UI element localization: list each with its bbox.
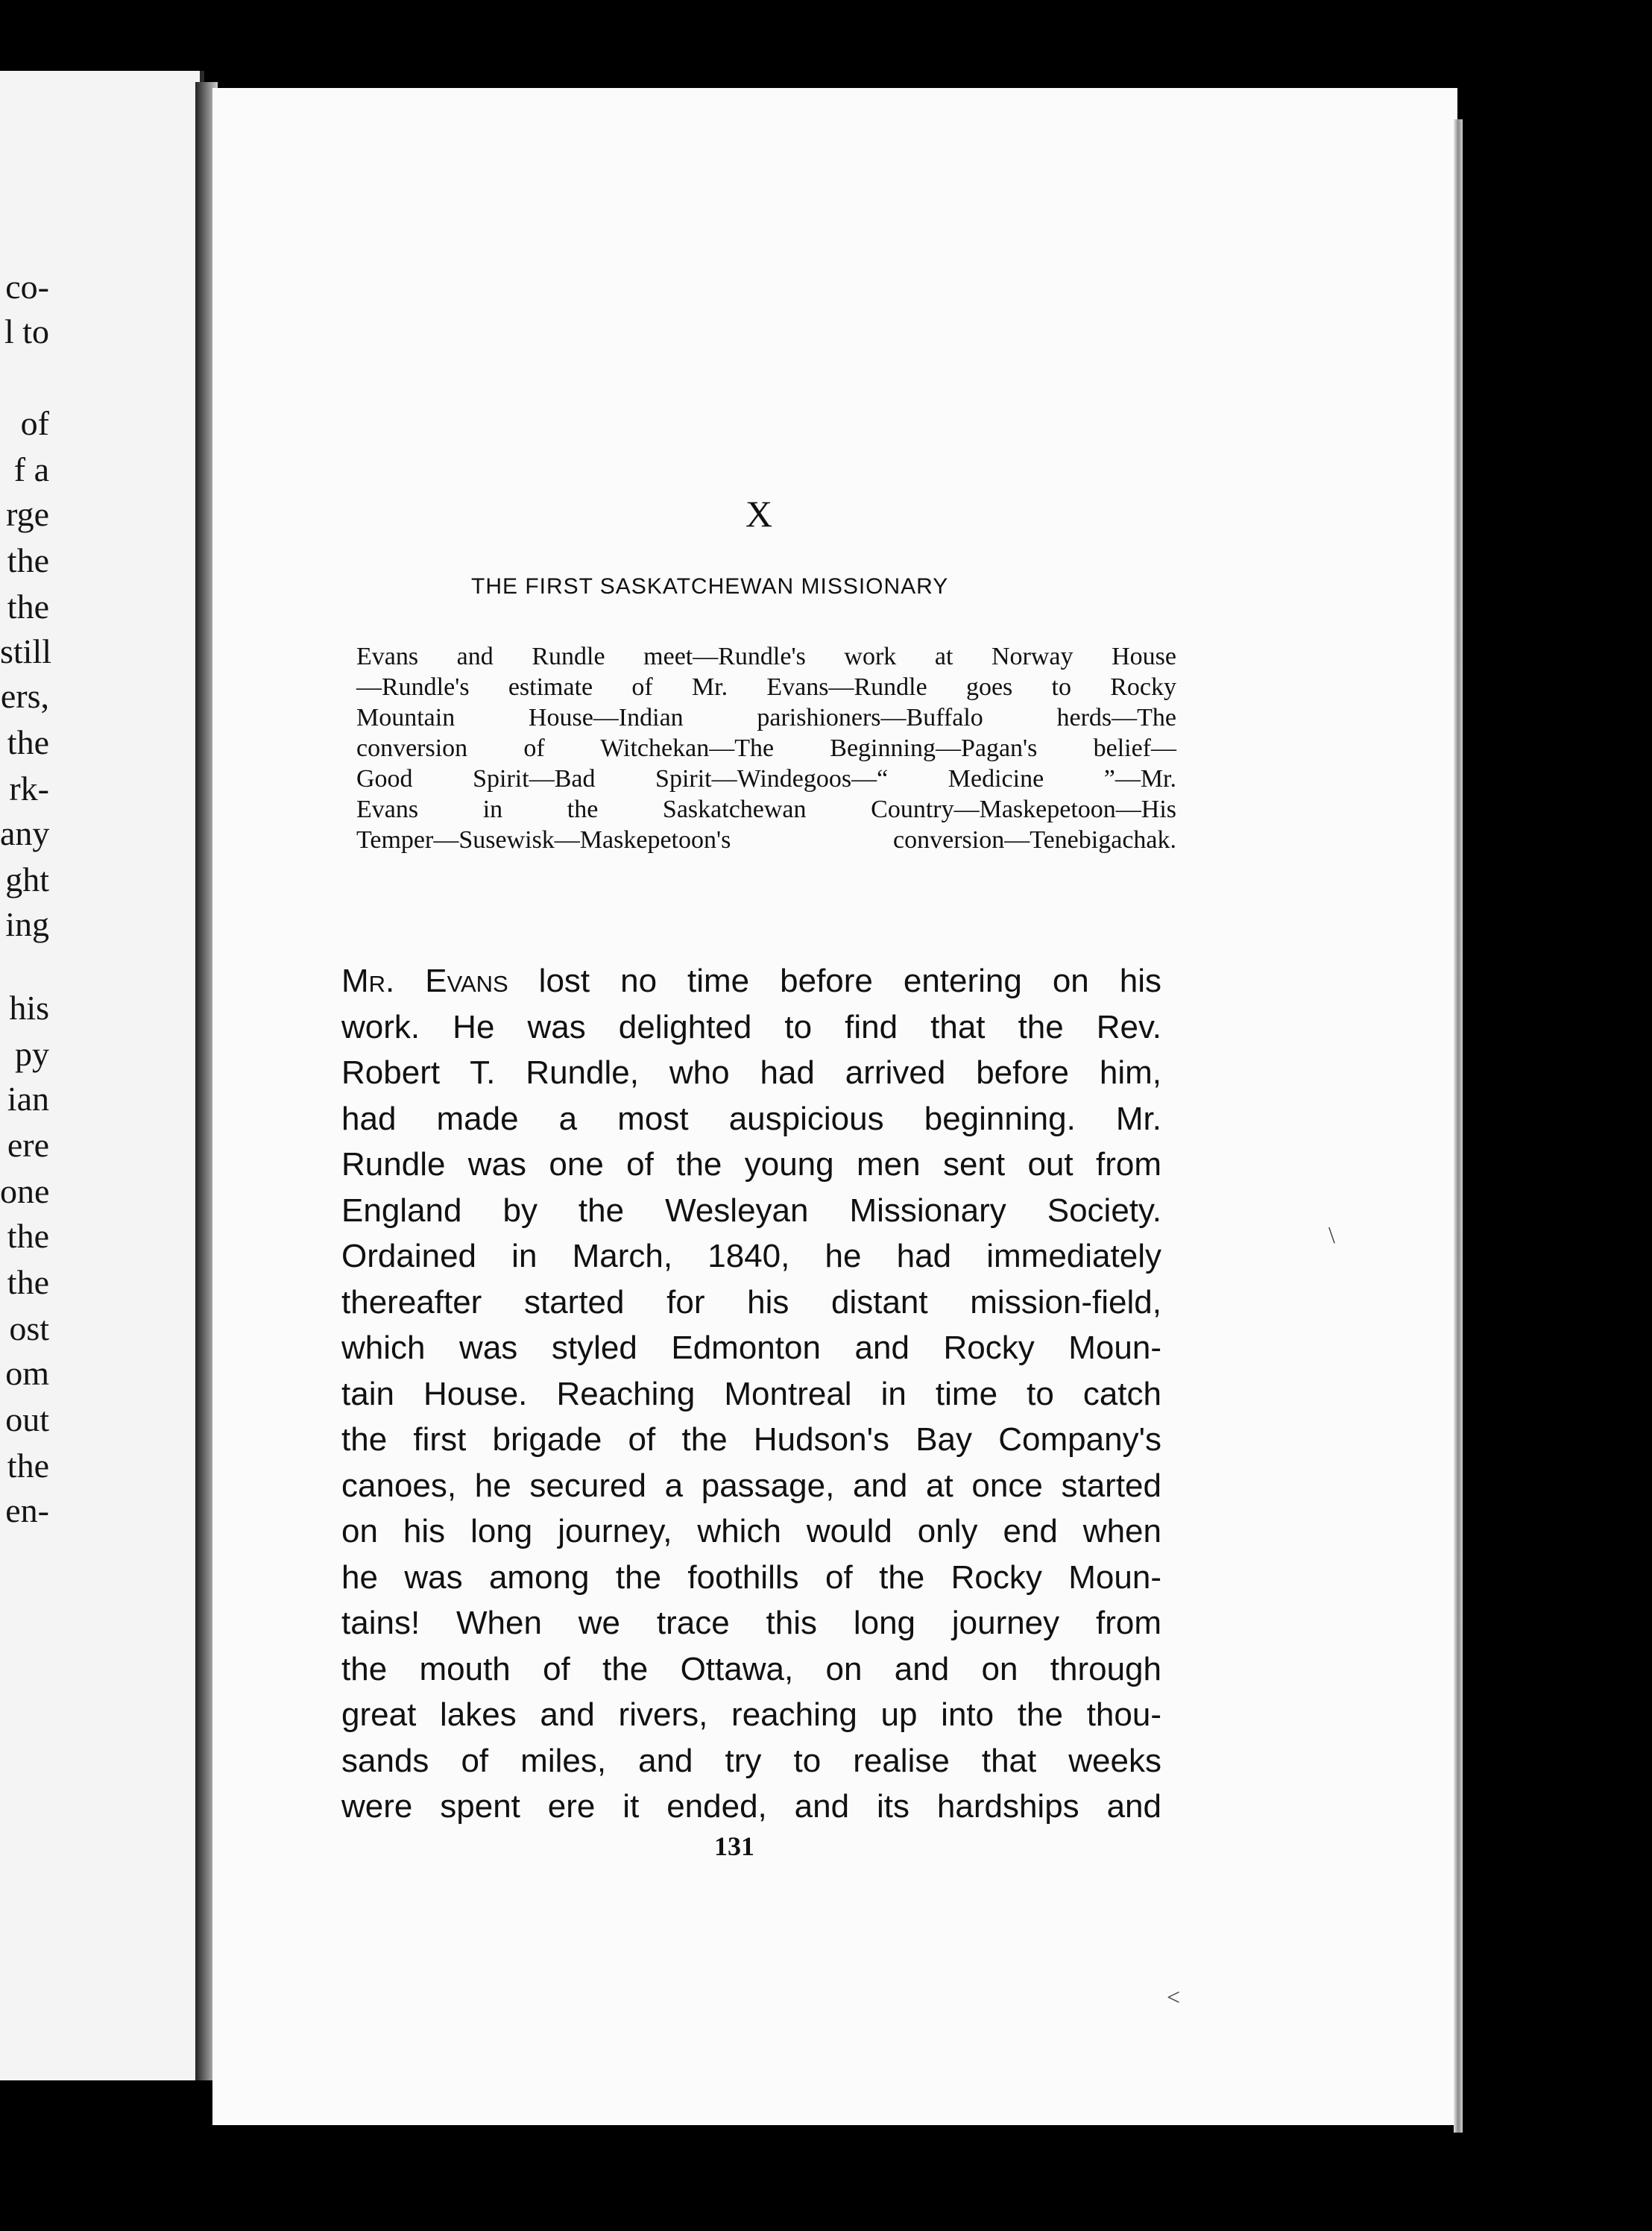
left-page-line: ere xyxy=(7,1126,49,1164)
chapter-synopsis xyxy=(356,641,1176,855)
left-page-line: still xyxy=(0,632,52,670)
scan-speck: < xyxy=(1167,1983,1181,2010)
synopsis-line: Temper—Susewisk—Maskepetoon's conversion—Tenebigachak. xyxy=(356,826,1176,854)
left-page-line: ers, xyxy=(0,677,49,715)
left-page-line: the xyxy=(7,588,49,626)
body-line: Ordained in March, 1840, he had immediately xyxy=(341,1238,1161,1274)
left-page-line: his xyxy=(9,989,49,1027)
left-page-line: om xyxy=(5,1354,49,1392)
body-line: Rundle was one of the young men sent out from xyxy=(341,1146,1161,1183)
left-page-line: the xyxy=(7,1447,49,1485)
left-page-line: ing xyxy=(5,905,49,943)
body-line: on his long journey, which would only end when xyxy=(341,1513,1161,1549)
body-text xyxy=(341,958,1161,1830)
body-line: the mouth of the Ottawa, on and on through xyxy=(341,1650,1161,1687)
body-line: thereafter started for his distant mission-field, xyxy=(341,1283,1161,1321)
left-page-line: the xyxy=(7,1217,49,1255)
left-page-line: the xyxy=(7,541,49,579)
body-line: he was among the foothills of the Rocky Moun- xyxy=(341,1558,1161,1596)
left-page-line: out xyxy=(5,1400,49,1438)
left-page-line: py xyxy=(15,1035,49,1073)
body-line: canoes, he secured a passage, and at once started xyxy=(341,1467,1161,1504)
left-page-line: l to xyxy=(4,312,49,350)
body-line: tains! When we trace this long journey from xyxy=(341,1605,1161,1641)
left-page-line: one xyxy=(0,1172,50,1210)
first-line-rest: lost no time before entering on his xyxy=(508,963,1161,999)
chapter-number: X xyxy=(745,493,773,535)
left-page-line: ght xyxy=(5,860,49,899)
body-line: tain House. Reaching Montreal in time to catch xyxy=(341,1375,1161,1412)
left-page-line: f a xyxy=(13,450,49,488)
left-page-line: of xyxy=(20,404,49,442)
left-page-line: the xyxy=(7,1263,49,1301)
body-line: had made a most auspicious beginning. Mr. xyxy=(341,1100,1161,1137)
left-page-line: ian xyxy=(7,1080,49,1118)
body-line: the first brigade of the Hudson's Bay Company's xyxy=(341,1421,1161,1458)
body-line: Robert T. Rundle, who had arrived before him, xyxy=(341,1054,1161,1091)
synopsis-line: Evans and Rundle meet—Rundle's work at Norway House xyxy=(356,643,1176,670)
left-page-line: the xyxy=(7,723,49,761)
body-line: were spent ere it ended, and its hardships and xyxy=(341,1788,1161,1825)
body-line: work. He was delighted to find that the Rev. xyxy=(341,1008,1161,1045)
left-page-line: any xyxy=(0,814,50,852)
body-line xyxy=(341,958,1161,1004)
left-page-line: en- xyxy=(5,1491,49,1529)
left-page-line: rk- xyxy=(9,770,49,808)
opening-words: Mr. Evans xyxy=(341,963,508,999)
synopsis-line: Mountain House—Indian parishioners—Buffalo herds—The xyxy=(356,704,1176,731)
page-edge xyxy=(1454,119,1463,2133)
scan-speck: \ xyxy=(1328,1221,1335,1248)
left-page xyxy=(0,71,204,2080)
page-number: 131 xyxy=(714,1831,754,1861)
body-line: great lakes and rivers, reaching up into the thou- xyxy=(341,1696,1161,1733)
body-line: sands of miles, and try to realise that weeks xyxy=(341,1742,1161,1779)
left-page-line: ost xyxy=(9,1309,49,1347)
synopsis-line: —Rundle's estimate of Mr. Evans—Rundle goes to Rocky xyxy=(356,673,1176,701)
synopsis-line: Evans in the Saskatchewan Country—Maskepetoon—His xyxy=(356,796,1176,823)
synopsis-line: Good Spirit—Bad Spirit—Windegoos—“ Medicine ”—Mr. xyxy=(356,765,1176,793)
left-page-line: rge xyxy=(6,495,49,533)
body-line: which was styled Edmonton and Rocky Moun- xyxy=(341,1330,1161,1366)
body-line: England by the Wesleyan Missionary Society. xyxy=(341,1192,1161,1229)
synopsis-line: conversion of Witchekan—The Beginning—Pagan's belief— xyxy=(356,734,1176,762)
chapter-title: THE FIRST SASKATCHEWAN MISSIONARY xyxy=(471,574,949,599)
left-page-line: co- xyxy=(5,268,49,306)
